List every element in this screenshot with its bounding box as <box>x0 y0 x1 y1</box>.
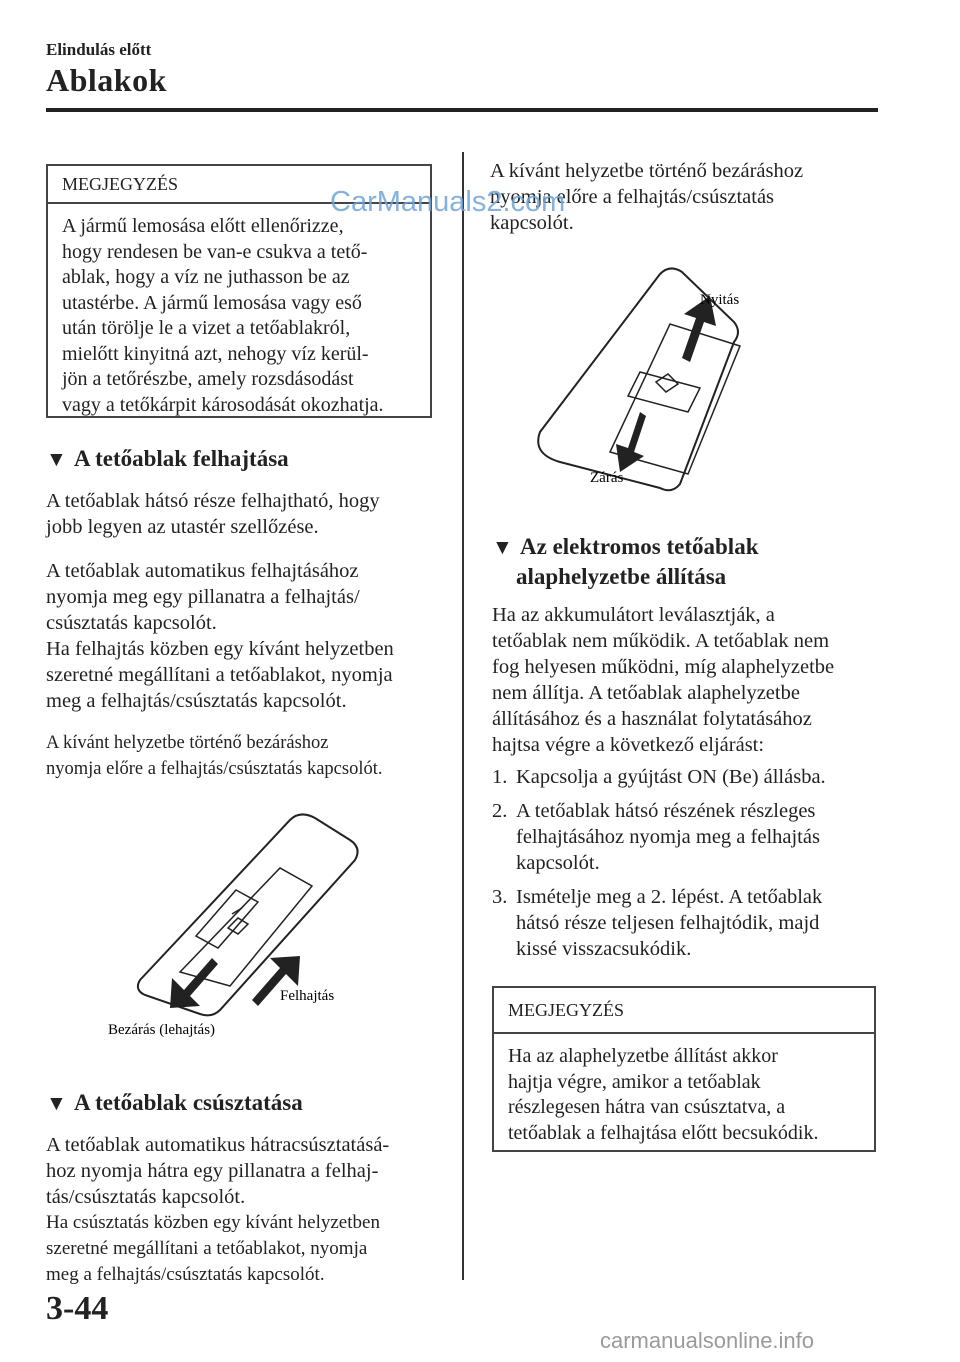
text-line: szeretné megállítani a tetőablakot, nyomja <box>46 1238 368 1259</box>
text-line: Ha felhajtás közben egy kívánt helyzetben <box>46 638 394 660</box>
text-line: kissé visszacsukódik. <box>516 938 692 960</box>
note-line: A jármű lemosása előtt ellenőrizze, <box>62 215 344 237</box>
switch-housing <box>138 814 358 1015</box>
text-line: Ha az akkumulátort leválasztják, a <box>492 604 775 626</box>
text-line: A kívánt helyzetbe történő bezáráshoz <box>46 733 329 753</box>
list-item <box>492 764 892 790</box>
slide-switch-figure <box>520 262 780 502</box>
text-line: hoz nyomja hátra egy pillanatra a felhaj- <box>46 1160 379 1182</box>
step-number: 2. <box>492 800 508 822</box>
label-tilt: Felhajtás <box>280 988 335 1004</box>
column-divider <box>462 152 464 1280</box>
note-heading: MEGJEGYZÉS <box>494 988 874 1034</box>
text-line: nem állítja. A tetőablak alaphelyzetbe <box>492 682 800 704</box>
note-body <box>48 204 430 426</box>
text-line: kapcsolót. <box>516 852 600 874</box>
close-arrow-icon <box>616 412 646 472</box>
note-body <box>494 1034 874 1154</box>
section-title: Elindulás előtt <box>46 40 152 59</box>
heading-text: A tetőablak felhajtása <box>74 446 289 471</box>
text-line: tetőablak nem működik. A tetőablak nem <box>492 630 830 652</box>
note-line: Ha az alaphelyzetbe állítást akkor <box>508 1045 778 1067</box>
text-line: nyomja előre a felhajtás/csúsztatás <box>490 186 775 208</box>
note-box-2 <box>492 986 876 1152</box>
footer-watermark: carmanualsonline.info <box>600 1328 815 1353</box>
note-line: utastérbe. A jármű lemosása vagy eső <box>62 291 362 314</box>
text-line: állításához és a használat folytatásához <box>492 708 812 730</box>
note-line: jön a tetőrészbe, amely rozsdásodást <box>62 368 354 390</box>
heading-reset <box>492 532 758 591</box>
note-line: mielőtt kinyitná azt, nehogy víz kerül- <box>62 342 369 365</box>
note-line: ablak, hogy a víz ne juthasson be az <box>62 266 350 288</box>
heading-text: A tetőablak csúsztatása <box>74 1090 303 1115</box>
text-line: A tetőablak automatikus felhajtásához <box>46 560 359 582</box>
text-line: fog helyesen működni, míg alaphelyzetbe <box>492 656 835 678</box>
heading-tilt <box>46 444 289 474</box>
note-line: részlegesen hátra van csúsztatva, a <box>508 1096 786 1118</box>
text-line: szeretné megállítani a tetőablakot, nyomja <box>46 664 393 686</box>
text-line: nyomja meg egy pillanatra a felhajtás/ <box>46 586 360 608</box>
page-title: Ablakok <box>46 62 167 98</box>
text-line: csúsztatás kapcsolót. <box>46 612 217 634</box>
label-close: Zárás <box>590 470 624 486</box>
list-item <box>492 884 892 962</box>
text-line: Ha csúsztatás közben egy kívánt helyzetben <box>46 1212 380 1233</box>
triangle-bullet-icon: ▼ <box>46 1091 67 1115</box>
note-line: vagy a tetőkárpit károsodását okozhatja. <box>62 393 384 416</box>
note-line: hajtja végre, amikor a tetőablak <box>508 1070 761 1093</box>
page-number: 3-44 <box>46 1290 109 1327</box>
text-line: jobb legyen az utastér szellőzése. <box>46 516 319 538</box>
header-rule <box>46 108 878 112</box>
text-line: Ismételje meg a 2. lépést. A tetőablak <box>516 886 823 908</box>
text-line: meg a felhajtás/csúsztatás kapcsolót. <box>46 1264 325 1285</box>
heading-text: alaphelyzetbe állítása <box>516 564 727 589</box>
slide-paragraph-1 <box>46 1132 456 1288</box>
note-line: után törölje le a vizet a tetőablakról, <box>62 317 351 339</box>
text-line: A kívánt helyzetbe történő bezáráshoz <box>490 160 804 182</box>
step-number: 3. <box>492 886 508 908</box>
text-line: felhajtásához nyomja meg a felhajtás <box>516 826 820 848</box>
tilt-paragraph-2 <box>46 558 446 714</box>
reset-intro <box>492 602 892 758</box>
text-line: kapcsolót. <box>490 212 574 234</box>
tilt-paragraph-3 <box>46 730 446 782</box>
label-close: Bezárás (lehajtás) <box>108 1022 216 1038</box>
note-line: hogy rendesen be van-e csukva a tető- <box>62 240 368 263</box>
text-line: meg a felhajtás/csúsztatás kapcsolót. <box>46 690 347 712</box>
text-line: A tetőablak automatikus hátracsúsztatásá- <box>46 1134 390 1156</box>
text-line: A tetőablak hátsó része felhajtható, hogy <box>46 490 380 512</box>
heading-text: Az elektromos tetőablak <box>520 534 759 559</box>
label-open: Nyitás <box>700 292 740 308</box>
step-number: 1. <box>492 766 508 788</box>
note-line: tetőablak a felhajtása előtt becsukódik. <box>508 1121 819 1144</box>
heading-slide <box>46 1088 303 1118</box>
note-heading: MEGJEGYZÉS <box>48 166 430 204</box>
reset-steps <box>492 764 892 970</box>
tilt-switch-figure <box>100 810 440 1050</box>
text-line: hátsó része teljesen felhajtódik, majd <box>516 912 820 934</box>
triangle-bullet-icon: ▼ <box>46 447 67 471</box>
text-line: Kapcsolja a gyújtást ON (Be) állásba. <box>516 766 826 788</box>
text-line: tás/csúsztatás kapcsolót. <box>46 1186 246 1208</box>
list-item <box>492 798 892 876</box>
tilt-paragraph-1 <box>46 488 446 540</box>
text-line: hajtsa végre a következő eljárást: <box>492 734 765 756</box>
triangle-bullet-icon: ▼ <box>492 535 513 559</box>
text-line: A tetőablak hátsó részének részleges <box>516 800 816 822</box>
close-arrow-icon <box>170 958 218 1008</box>
watermark: CarManuals2.com <box>330 186 566 218</box>
text-line: nyomja előre a felhajtás/csúsztatás kapcsolót. <box>46 759 383 779</box>
